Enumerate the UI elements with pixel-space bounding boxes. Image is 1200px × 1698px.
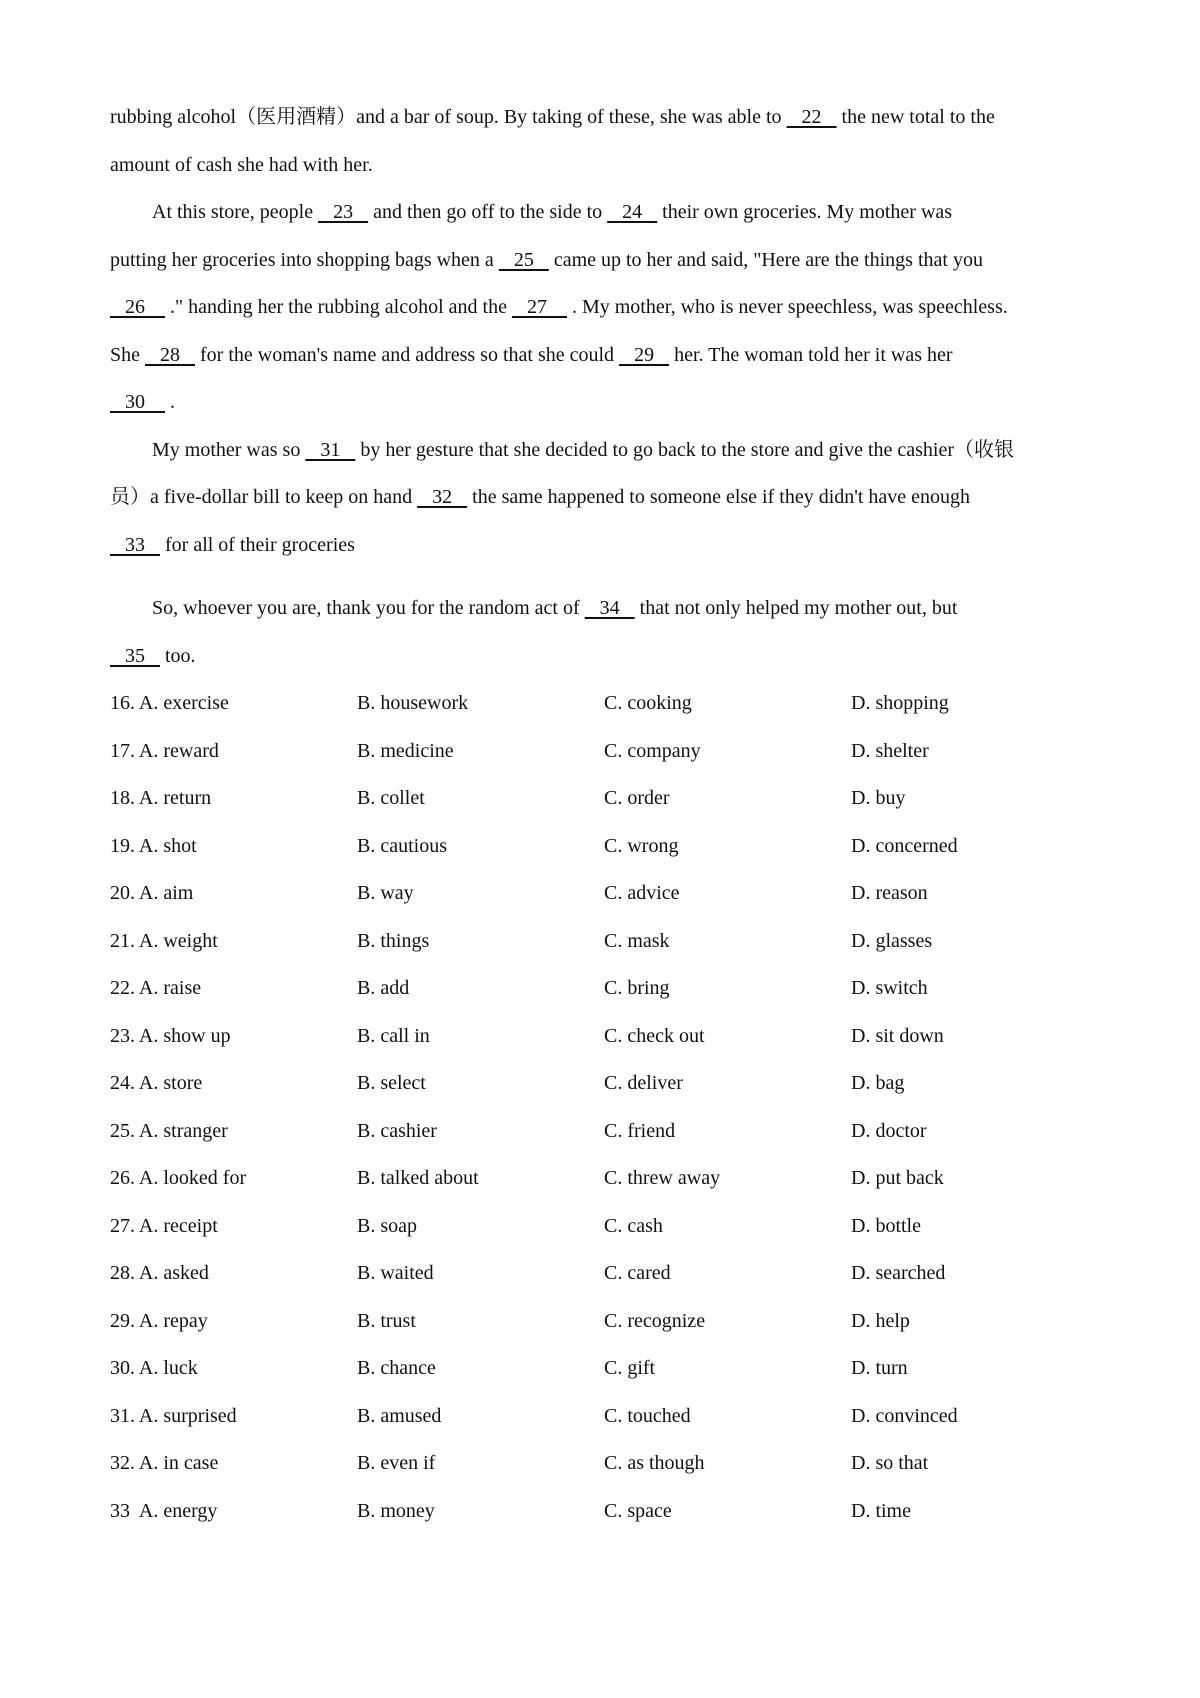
question-option-d: D. shopping — [851, 692, 949, 714]
question-row — [110, 1155, 1110, 1203]
answer-blank: 28 — [145, 343, 195, 366]
question-option-a — [110, 1393, 357, 1441]
question-option-b: B. add — [357, 977, 410, 999]
question-option-d: D. bottle — [851, 1214, 921, 1237]
question-option-a — [110, 1108, 357, 1156]
option-a-text: A. reward — [138, 739, 219, 762]
question-option-c: C. order — [604, 787, 670, 809]
question-option-b: B. talked about — [357, 1167, 479, 1189]
question-option-a — [110, 728, 357, 776]
option-a-text: A. store — [138, 1072, 203, 1094]
question-option-a — [110, 1203, 357, 1251]
question-option-a — [110, 823, 357, 871]
passage-line — [110, 189, 1110, 237]
question-option-d: D. concerned — [851, 834, 958, 857]
answer-blank: 22 — [786, 106, 837, 128]
passage-line — [110, 94, 1110, 142]
question-option-b: B. waited — [357, 1262, 434, 1284]
answer-blank: 30 — [110, 391, 165, 413]
passage — [110, 94, 1110, 680]
option-a-text: A. asked — [138, 1262, 209, 1284]
question-option-c: C. cared — [604, 1262, 671, 1284]
passage-line — [110, 427, 1110, 475]
question-number: 18. — [110, 787, 135, 809]
question-option-d: D. time — [851, 1499, 911, 1522]
question-number: 21. — [110, 929, 135, 952]
question-option-a — [110, 1298, 357, 1346]
passage-text: ." handing her the rubbing alcohol and the — [165, 296, 512, 318]
question-option-a — [110, 965, 357, 1013]
answer-blank: 32 — [417, 486, 468, 508]
question-number: 17. — [110, 739, 135, 762]
question-number: 27. — [110, 1214, 135, 1237]
question-option-d: D. help — [851, 1309, 910, 1332]
question-option-b: B. soap — [357, 1214, 417, 1237]
question-option-b: B. cashier — [357, 1119, 437, 1142]
question-row — [110, 1250, 1110, 1298]
question-number: 32. — [110, 1452, 135, 1474]
option-a-text: A. luck — [138, 1357, 198, 1379]
question-option-b: B. even if — [357, 1452, 436, 1474]
option-a-text: A. raise — [138, 977, 202, 999]
question-option-c: C. bring — [604, 977, 670, 999]
passage-text: her. The woman told her it was her — [669, 343, 953, 366]
passage-text: by her gesture that she decided to go back to the store and give the cashier（收银 — [355, 438, 1015, 461]
option-a-text: A. energy — [138, 1499, 218, 1522]
question-row — [110, 918, 1110, 966]
question-option-c: C. advice — [604, 882, 680, 904]
question-option-b: B. collet — [357, 787, 425, 809]
passage-text: and then go off to the side to — [368, 201, 608, 223]
passage-text: came up to her and said, "Here are the things that you — [548, 248, 983, 271]
question-option-c: C. threw away — [604, 1167, 721, 1189]
question-option-b: B. money — [357, 1499, 435, 1522]
option-a-text: A. show up — [138, 1024, 231, 1047]
passage-line — [110, 332, 1110, 380]
question-option-b: B. trust — [357, 1309, 416, 1332]
answer-blank: 35 — [110, 644, 160, 667]
question-row — [110, 1345, 1110, 1393]
question-number: 19. — [110, 834, 135, 857]
answer-blank: 31 — [305, 438, 356, 461]
passage-text: . — [165, 391, 175, 413]
options-list — [110, 680, 1110, 1535]
passage-text: So, whoever you are, thank you for the random act of — [152, 597, 585, 619]
question-option-c: C. touched — [604, 1404, 691, 1427]
passage-line — [110, 585, 1110, 633]
option-a-text: A. in case — [138, 1452, 219, 1474]
question-option-d: D. put back — [851, 1167, 944, 1189]
question-option-a — [110, 775, 357, 823]
passage-text: rubbing alcohol（医用酒精）and a bar of soup. By taking of these, she was able to — [110, 106, 787, 128]
question-option-b: B. select — [357, 1072, 426, 1094]
option-a-text: A. aim — [138, 882, 194, 904]
question-option-d: D. glasses — [851, 929, 933, 952]
question-option-b: B. things — [357, 929, 430, 952]
passage-text: that not only helped my mother out, but — [634, 597, 958, 619]
option-a-text: A. stranger — [138, 1119, 228, 1142]
question-option-d: D. sit down — [851, 1024, 944, 1047]
passage-text: She — [110, 343, 145, 366]
question-option-b: B. housework — [357, 692, 469, 714]
passage-text: the new total to the — [836, 106, 995, 128]
passage-text: amount of cash she had with her. — [110, 153, 373, 176]
question-number: 24. — [110, 1072, 135, 1094]
answer-blank: 26 — [110, 296, 165, 318]
passage-text: too. — [160, 644, 196, 667]
option-a-text: A. repay — [138, 1309, 208, 1332]
question-option-c: C. wrong — [604, 834, 679, 857]
question-option-a — [110, 870, 357, 918]
question-option-c: C. cooking — [604, 692, 692, 714]
question-row — [110, 823, 1110, 871]
question-option-d: D. searched — [851, 1262, 946, 1284]
question-option-a — [110, 1250, 357, 1298]
question-number: 31. — [110, 1404, 135, 1427]
passage-text: for the woman's name and address so that she could — [195, 343, 620, 366]
passage-line — [110, 142, 1110, 190]
question-option-b: B. amused — [357, 1404, 442, 1427]
question-row — [110, 775, 1110, 823]
question-row — [110, 680, 1110, 728]
answer-blank: 33 — [110, 533, 160, 556]
question-row — [110, 1393, 1110, 1441]
question-number: 28. — [110, 1262, 135, 1284]
passage-line — [110, 237, 1110, 285]
option-a-text: A. return — [138, 787, 212, 809]
question-option-b: B. chance — [357, 1357, 436, 1379]
passage-text: putting her groceries into shopping bags when a — [110, 248, 499, 271]
question-option-c: C. space — [604, 1499, 672, 1522]
passage-text: 员）a five-dollar bill to keep on hand — [110, 486, 418, 508]
passage-text: the same happened to someone else if they didn't have enough — [467, 486, 971, 508]
question-option-a — [110, 1155, 357, 1203]
question-option-b: B. cautious — [357, 834, 447, 857]
question-row — [110, 1440, 1110, 1488]
passage-text: At this store, people — [152, 201, 319, 223]
answer-blank: 25 — [498, 248, 549, 271]
question-row — [110, 1203, 1110, 1251]
question-number: 33 — [110, 1499, 135, 1522]
question-option-a — [110, 1440, 357, 1488]
question-number: 20. — [110, 882, 135, 904]
question-option-a — [110, 918, 357, 966]
option-a-text: A. shot — [138, 834, 197, 857]
question-option-d: D. reason — [851, 882, 928, 904]
passage-line — [110, 633, 1110, 681]
option-a-text: A. looked for — [138, 1167, 247, 1189]
question-option-b: B. call in — [357, 1024, 430, 1047]
question-row — [110, 1060, 1110, 1108]
option-a-text: A. surprised — [138, 1404, 237, 1427]
passage-line — [110, 474, 1110, 522]
answer-blank: 27 — [511, 296, 567, 318]
question-option-c: C. company — [604, 739, 701, 762]
question-option-b: B. way — [357, 882, 414, 904]
question-option-a — [110, 1488, 357, 1536]
answer-blank: 34 — [584, 597, 635, 619]
option-a-text: A. receipt — [138, 1214, 218, 1237]
option-a-text: A. exercise — [138, 692, 229, 714]
question-number: 25. — [110, 1119, 135, 1142]
question-number: 26. — [110, 1167, 135, 1189]
question-option-c: C. recognize — [604, 1309, 706, 1332]
question-option-a — [110, 1013, 357, 1061]
question-option-c: C. cash — [604, 1214, 663, 1237]
passage-line — [110, 522, 1110, 570]
question-row — [110, 870, 1110, 918]
question-option-d: D. buy — [851, 787, 906, 809]
passage-text: . My mother, who is never speechless, was speechless. — [566, 296, 1008, 318]
question-row — [110, 965, 1110, 1013]
question-row — [110, 728, 1110, 776]
question-option-d: D. turn — [851, 1357, 908, 1379]
option-a-text: A. weight — [138, 929, 218, 952]
question-option-c: C. deliver — [604, 1072, 683, 1094]
question-number: 22. — [110, 977, 135, 999]
question-option-d: D. convinced — [851, 1404, 958, 1427]
question-option-d: D. switch — [851, 977, 928, 999]
question-option-b: B. medicine — [357, 739, 454, 762]
question-option-a — [110, 1345, 357, 1393]
question-row — [110, 1108, 1110, 1156]
question-option-d: D. shelter — [851, 739, 929, 762]
question-option-c: C. gift — [604, 1357, 656, 1379]
answer-blank: 23 — [318, 201, 369, 223]
question-option-c: C. as though — [604, 1452, 705, 1474]
passage-text: their own groceries. My mother was — [657, 201, 953, 223]
question-number: 16. — [110, 692, 135, 714]
question-number: 23. — [110, 1024, 135, 1047]
question-row — [110, 1013, 1110, 1061]
question-option-c: C. check out — [604, 1024, 705, 1047]
passage-line — [110, 284, 1110, 332]
question-row — [110, 1298, 1110, 1346]
question-row — [110, 1488, 1110, 1536]
question-option-c: C. friend — [604, 1119, 676, 1142]
question-option-d: D. so that — [851, 1452, 929, 1474]
question-option-a — [110, 680, 357, 728]
question-option-d: D. doctor — [851, 1119, 927, 1142]
question-number: 29. — [110, 1309, 135, 1332]
passage-line — [110, 379, 1110, 427]
answer-blank: 29 — [619, 343, 670, 366]
passage-text: for all of their groceries — [160, 533, 355, 556]
question-number: 30. — [110, 1357, 135, 1379]
question-option-a — [110, 1060, 357, 1108]
answer-blank: 24 — [607, 201, 658, 223]
passage-text: My mother was so — [152, 438, 306, 461]
question-option-c: C. mask — [604, 929, 670, 952]
question-option-d: D. bag — [851, 1072, 905, 1094]
